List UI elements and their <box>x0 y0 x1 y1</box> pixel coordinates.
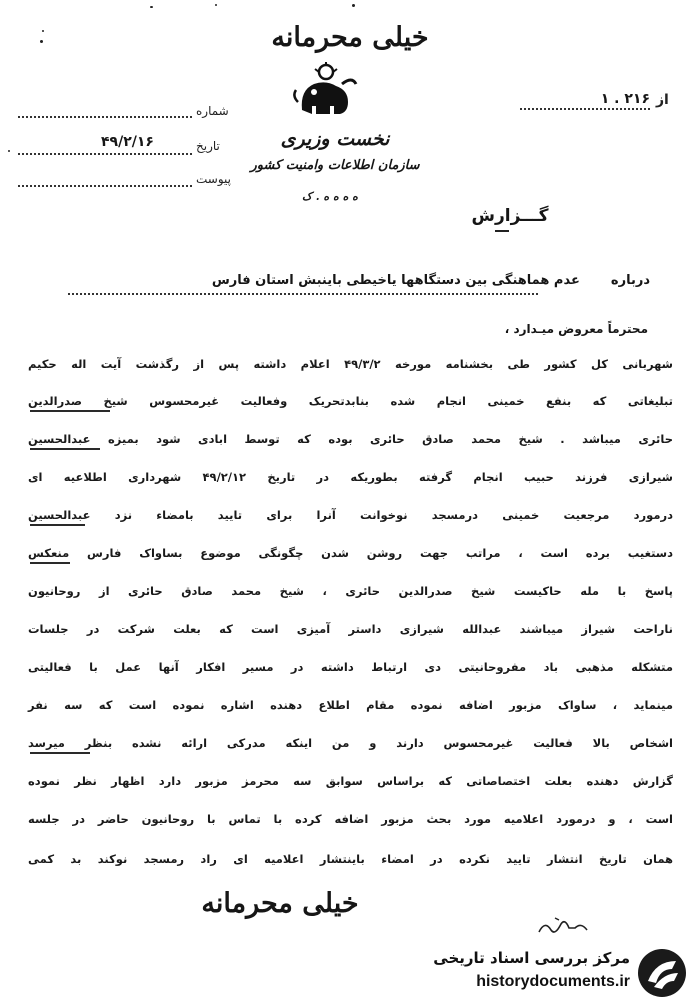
subject-underline <box>68 293 538 295</box>
line-fill-dash <box>30 752 90 754</box>
body-line-14: همان تاریخ انتشار تایید نکرده در امضاء باینتشار اعلامیه ای راد رمسجد نوکند بد کمی <box>28 852 673 866</box>
report-title: گـــزارش <box>471 206 549 226</box>
number-dots <box>18 116 192 118</box>
body-line-9: متشکله مذهبی باد مفروحانیتی دی ارتباط داشته در مسیر افکار آنها عمل با فعالیتی <box>28 660 673 674</box>
scan-speck <box>150 6 153 8</box>
source-watermark <box>433 947 688 999</box>
scan-speck <box>215 4 217 6</box>
scan-speck <box>352 4 355 7</box>
body-line-12: گزارش دهنده بعلت اختصاصاتی که براساس سوابق سه محرمز مزبور دارد اظهار نظر نموده <box>28 774 673 788</box>
from-dots <box>520 108 650 110</box>
date-value: ۴۹/۲/۱۶ <box>101 134 154 150</box>
number-label: شماره <box>196 104 229 118</box>
org-name-line1: نخست وزیری <box>280 128 390 150</box>
body-line-4: شیرازی فرزند حبیب انجام گرفته بطوریکه در تاریخ ۴۹/۲/۱۲ شهرداری اطلاعیه ای <box>28 470 673 484</box>
scan-speck <box>42 30 44 32</box>
title-tick <box>495 230 509 232</box>
body-line-3: حائری میباشد . شیخ محمد صادق حائری بوده که توسط ابادی شود بمیزه عبدالحسین <box>28 432 673 446</box>
subject-line <box>60 273 650 288</box>
scan-speck <box>40 40 43 43</box>
line-fill-dash <box>30 524 85 526</box>
classification-stamp-bottom: خیلی محرمانه <box>201 888 359 919</box>
line-fill-dash <box>30 562 70 564</box>
line-fill-dash <box>30 410 110 412</box>
from-label: از <box>656 92 669 108</box>
subject-text: عدم هماهنگی بین دستگاهها یاخیطی باینبش استان فارس <box>211 273 580 288</box>
body-line-8: ناراحت شیراز میباشند عبدالله شیرازی داستر آمیزی است که بعلت شرکت در جلسات <box>28 622 673 636</box>
watermark-url: historydocuments.ir <box>476 973 630 990</box>
salutation: محترماً معروض میـدارد ، <box>504 322 648 336</box>
body-line-6: دستغیب برده است ، مراتب جهت روشن شدن چگونگی موضوع بساواک فارس منعکس <box>28 546 673 560</box>
body-line-2: تبلیغاتی که بنفع خمینی انجام شده بنابدتحریک وفعالیت غیرمحسوس شیخ صدرالدین <box>28 394 673 408</box>
line-fill-dash <box>30 448 100 450</box>
body-line-7: پاسخ با مله حاکیست شیخ صدرالدین حائری ، شیخ محمد صادق حائری از روحانیون <box>28 584 673 598</box>
org-name-line2: سازمان اطلاعات وامنیت کشور <box>250 158 420 173</box>
scan-speck <box>8 150 10 152</box>
body-line-1: شهربانی کل کشور طی بخشنامه مورخه ۴۹/۳/۲ اعلام داشته پس از رگذشت آیت اله حکیم <box>28 357 673 371</box>
org-code-line: ه ه ه ه . ک <box>302 190 358 203</box>
archive-logo-icon <box>636 947 688 999</box>
handwritten-signature <box>535 912 595 940</box>
from-value: ۲۱۶ . ۱ <box>600 91 650 107</box>
attachment-dots <box>18 185 192 187</box>
body-line-11: اشخاص بالا فعالیت غیرمحسوس دارند و من اینکه مدرکی ارائه نشده بنظر میرسد <box>28 736 673 750</box>
date-label: تاریخ <box>196 139 220 153</box>
classification-stamp-top: خیلی محرمانه <box>271 22 429 53</box>
watermark-title: مرکز بررسی اسناد تاریخی <box>433 949 630 967</box>
body-line-5: درمورد مرجعیت خمینی درمسجد نوخوانت آنرا برای تایید بامضاء نزد عبدالحسین <box>28 508 673 522</box>
subject-label: درباره <box>610 273 650 288</box>
date-dots <box>18 153 192 155</box>
body-line-10: مینماید ، ساواک مزبور اضافه نموده مقام اطلاع دهنده اشاره نموده است که سه نفر <box>28 698 673 712</box>
body-line-13: است ، و درمورد اعلامیه مورد بحث مزبور اضافه کرده با تماس با روحانیون حاضر در جلسه <box>28 812 673 826</box>
attachment-label: پیوست <box>196 172 231 186</box>
lion-and-sun-emblem-icon <box>290 62 362 122</box>
